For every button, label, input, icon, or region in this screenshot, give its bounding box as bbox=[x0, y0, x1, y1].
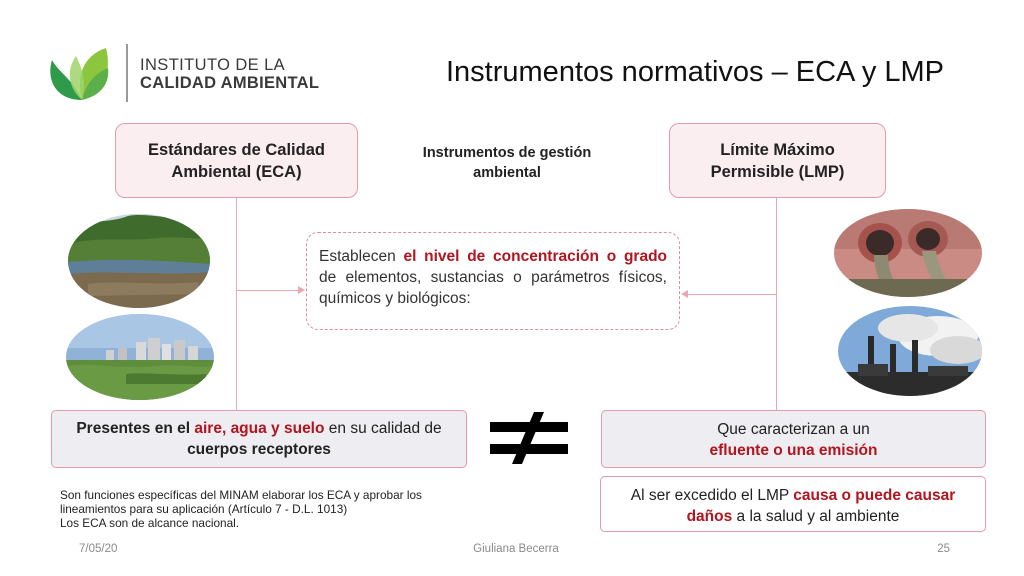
institute-name bbox=[140, 56, 340, 92]
lmp-to-definition-arrow bbox=[686, 294, 776, 295]
lmp-arrow-head-icon bbox=[681, 290, 688, 298]
coastal-city-photo bbox=[66, 314, 214, 400]
smokestack-emissions-photo bbox=[838, 306, 982, 396]
minam-note bbox=[60, 488, 480, 530]
eca-detail-box bbox=[51, 410, 467, 468]
effluent-pipes-photo bbox=[834, 209, 982, 297]
eca-box bbox=[115, 123, 358, 198]
lmp-label: Límite Máximo Permisible (LMP) bbox=[710, 140, 845, 181]
lmp-detail-effluent: efluente o una emisión bbox=[709, 442, 878, 459]
eca-to-definition-arrow bbox=[236, 290, 302, 291]
minam-note-line1: Son funciones específicas del MINAM elaborar los ECA y aprobar los lineamientos para su aplicación (Artículo 7 - D.L. 1013) bbox=[60, 488, 422, 516]
slide-title: Instrumentos normativos – ECA y LMP bbox=[446, 56, 945, 88]
definition-highlight: el nivel de concentración o grado bbox=[403, 248, 668, 265]
eca-connector-line bbox=[236, 198, 237, 412]
institute-name-line2: CALIDAD AMBIENTAL bbox=[140, 74, 320, 92]
lmp-connector-line bbox=[776, 198, 777, 412]
leaf-logo-icon bbox=[46, 44, 120, 104]
eca-arrow-head-icon bbox=[298, 286, 305, 294]
lmp-exceed-damage: causa o puede causar daños bbox=[686, 487, 956, 525]
institute-name-line1: INSTITUTO DE LA bbox=[140, 56, 286, 74]
institute-logo bbox=[46, 44, 120, 104]
logo-divider bbox=[126, 44, 128, 102]
eca-detail-receptors: cuerpos receptores bbox=[187, 441, 331, 458]
eca-label: Estándares de Calidad Ambiental (ECA) bbox=[148, 140, 325, 181]
river-photo bbox=[68, 214, 210, 308]
definition-text-part2: de elementos, sustancias o parámetros físicos, químicos y biológicos: bbox=[319, 269, 667, 307]
definition-box bbox=[306, 232, 680, 330]
definition-text-part1: Establecen bbox=[319, 248, 404, 265]
minam-note-line2: Los ECA son de alcance nacional. bbox=[60, 516, 240, 530]
eca-detail-t3: en su calidad de bbox=[324, 420, 442, 437]
lmp-exceed-t1: Al ser excedido el LMP bbox=[630, 487, 794, 504]
footer-page-number: 25 bbox=[937, 543, 950, 555]
lmp-detail-t1: Que caracterizan a un bbox=[717, 421, 870, 438]
lmp-box bbox=[669, 123, 886, 198]
lmp-detail-box bbox=[601, 410, 986, 468]
eca-detail-t1: Presentes en el bbox=[76, 420, 195, 437]
lmp-exceed-box bbox=[600, 476, 986, 532]
not-equal-icon bbox=[488, 412, 570, 464]
management-instruments-label: Instrumentos de gestión ambiental bbox=[422, 145, 592, 181]
footer-date: 7/05/20 bbox=[79, 543, 118, 555]
lmp-exceed-t3: a la salud y al ambiente bbox=[732, 508, 900, 525]
eca-detail-media: aire, agua y suelo bbox=[194, 420, 325, 437]
footer-author: Giuliana Becerra bbox=[473, 543, 559, 555]
